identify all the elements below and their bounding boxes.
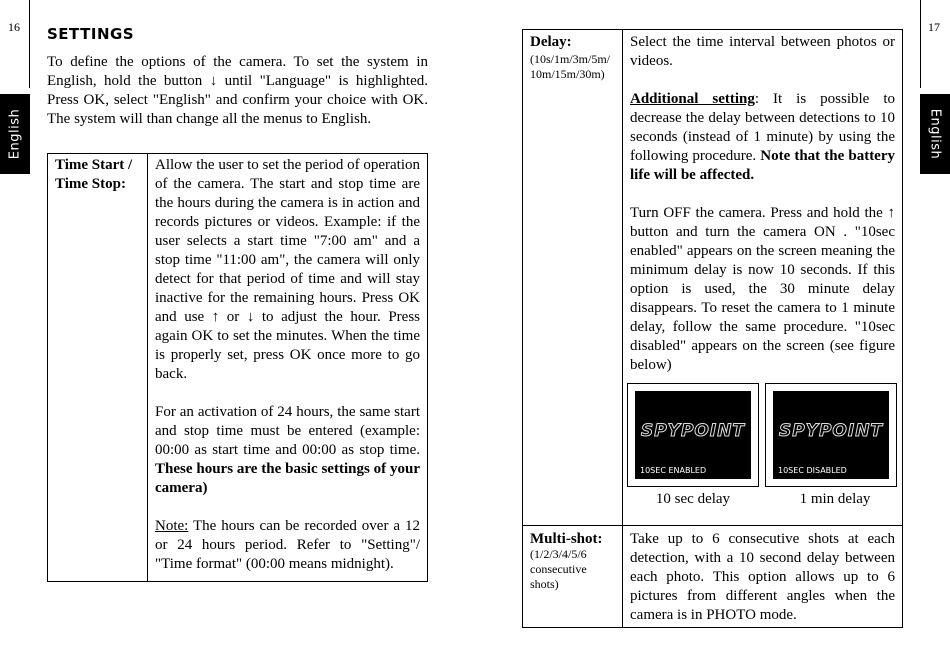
camera-screen: [773, 391, 889, 479]
note-label: Note:: [155, 518, 189, 534]
multishot-label: Multi-shot:: [530, 531, 603, 547]
page-number-right: 17: [928, 20, 940, 34]
additional-setting-label: Additional setting: [630, 91, 755, 107]
table-divider: [622, 29, 623, 628]
delay-paragraph-2: Additional setting: It is possible to decrease the delay between detections to 10 seconds (instead of 1 minute) by using the following procedure. Note that the battery life will be affected.: [630, 91, 896, 183]
language-tab-left: [0, 94, 30, 174]
delay-options: (10s/1m/3m/5m/ 10m/15m/30m): [530, 52, 611, 81]
spypoint-logo: SPYPOINT: [640, 421, 746, 441]
screen-status-text: 10SEC DISABLED: [778, 466, 847, 475]
language-tab-label: English: [7, 108, 23, 160]
time-paragraph-2: For an activation of 24 hours, the same start and stop time must be entered (example: 00:00 as start time and 00:00 as stop time. These hours are the basic settings of your camera): [155, 404, 420, 496]
delay-description: [630, 33, 895, 375]
time-paragraph-1: Allow the user to set the period of operation of the camera. The start and stop time are the hours during the camera is in action and records pictures or videos. Example: if the user selects a start time "7:00 am" and a stop time "11:00 am", the camera will only detect for that period of time and will stay inactive for the remaining hours. Press OK and use ↑ or ↓ to adjust the hour. Press again OK to set the minutes. When the time is properly set, press OK once more to go back.: [155, 157, 420, 382]
margin-line-right: [920, 0, 921, 88]
delay-label: Delay:: [530, 34, 572, 50]
page-title: SETTINGS: [47, 25, 135, 43]
figure-caption-1: 10 sec delay: [655, 491, 731, 507]
margin-line-left: [29, 0, 30, 88]
screen-status-text: 10SEC ENABLED: [640, 466, 707, 475]
delay-paragraph-3: Turn OFF the camera. Press and hold the ↑ button and turn the camera ON . "10sec enabled" appears on the screen meaning the minimum delay is now 10 seconds. If this option is used, the 30 minute delay disappears. To reset the camera to 1 minute delay, follow the same procedure. "10sec disabled" appears on the screen (see figure below): [630, 205, 895, 373]
multishot-options: (1/2/3/4/5/6 consecutive shots): [530, 547, 587, 591]
figure-10sec-enabled: [627, 383, 759, 487]
intro-paragraph: To define the options of the camera. To set the system in English, hold the button ↓ until "Language" is highlighted. Press OK, select "English" and confirm your choice with OK. The system will than change all the menus to English.: [47, 54, 428, 127]
language-tab-label: English: [927, 108, 943, 160]
time-start-stop-label: Time Start / Time Stop:: [55, 157, 133, 192]
spypoint-logo: SPYPOINT: [778, 421, 884, 441]
time-start-stop-description: [155, 156, 420, 574]
multishot-description: Take up to 6 consecutive shots at each detection, with a 10 second delay between each photo. This option allows up to 6 pictures from different angles when the camera is in PHOTO mode.: [630, 531, 895, 623]
time-note: Note: The hours can be recorded over a 12 or 24 hours period. Refer to "Setting"/ "Time format" (00:00 means midnight).: [155, 518, 420, 572]
camera-screen: [635, 391, 751, 479]
language-tab-right: [920, 94, 950, 174]
delay-paragraph-1: Select the time interval between photos or videos.: [630, 34, 895, 69]
figure-10sec-disabled: [765, 383, 897, 487]
page-number-left: 16: [8, 20, 20, 34]
table-divider: [147, 153, 148, 582]
figure-caption-2: 1 min delay: [799, 491, 871, 507]
row-separator: [522, 525, 903, 526]
